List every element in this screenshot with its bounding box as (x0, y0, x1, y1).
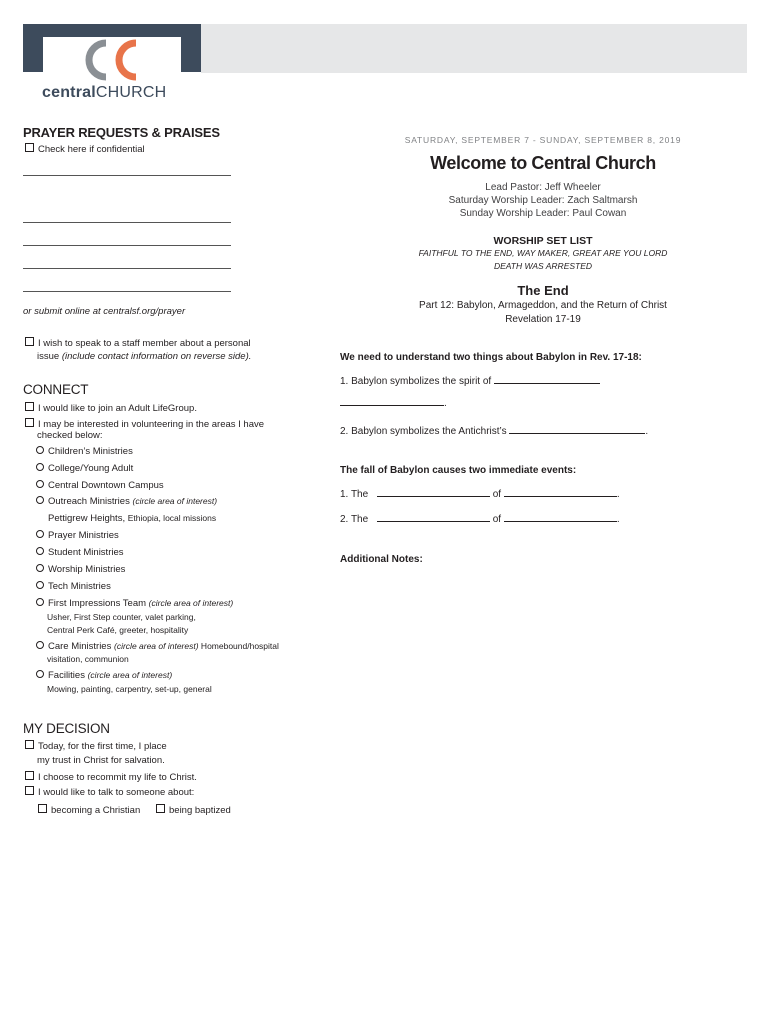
ministry-option-outreach[interactable] (36, 496, 217, 507)
header-banner (201, 24, 747, 73)
prayer-line[interactable] (23, 245, 231, 246)
event-period: . (616, 514, 620, 525)
prayer-line[interactable] (23, 268, 231, 269)
radio-circle-icon (36, 446, 44, 454)
decision-today-label-line2: my trust in Christ for salvation. (37, 755, 165, 766)
outreach-sub-a: Pettigrew Heights, (48, 513, 128, 524)
event-1 (340, 489, 620, 500)
point-1-text: 1. Babylon symbolizes the spirit of (340, 376, 494, 387)
fill-blank[interactable] (504, 521, 617, 522)
lead-pastor: Lead Pastor: Jeff Wheeler (485, 182, 601, 193)
setlist-line1: FAITHFUL TO THE END, WAY MAKER, GREAT ARE YOU LORD (418, 248, 668, 258)
radio-circle-icon (36, 598, 44, 606)
speak-label: I wish to speak to a staff member about a personal (38, 338, 251, 349)
ministry-option-prayer[interactable] (36, 530, 119, 541)
decision-talk-checkbox[interactable] (25, 786, 194, 798)
checkbox-icon (25, 337, 34, 346)
point-2-end: . (645, 426, 649, 437)
ministry-label: Student Ministries (48, 547, 124, 558)
decision-recommit-checkbox[interactable] (25, 771, 197, 783)
ministry-label: Care Ministries (48, 641, 112, 652)
ministry-option-first-impressions[interactable] (36, 598, 233, 609)
care-sub1: Homebound/hospital (198, 641, 279, 651)
point-1-end: . (444, 398, 447, 409)
ministry-option-college[interactable] (36, 463, 133, 474)
prayer-line[interactable] (23, 222, 231, 223)
connect-title: CONNECT (23, 382, 89, 397)
ministry-label: Children’s Ministries (48, 446, 133, 457)
radio-circle-icon (36, 496, 44, 504)
logo-wordmark (42, 84, 166, 102)
logo-text-central: central (42, 84, 96, 101)
ministry-label: College/Young Adult (48, 463, 134, 474)
checkbox-icon (156, 804, 165, 813)
logo-right-bar (181, 24, 201, 72)
opt-christian-label: becoming a Christian (51, 805, 141, 816)
confidential-checkbox[interactable] (25, 143, 145, 155)
saturday-leader: Saturday Worship Leader: Zach Saltmarsh (448, 195, 638, 206)
fill-blank[interactable] (494, 383, 600, 384)
decision-today-checkbox[interactable] (25, 740, 167, 752)
opt-baptized-label: being baptized (169, 805, 231, 816)
cc-logo-icon (70, 35, 160, 85)
join-lifegroup-label: I would like to join an Adult LifeGroup. (38, 403, 197, 414)
event-2 (340, 514, 620, 525)
event-period: . (616, 489, 620, 500)
sunday-leader: Sunday Worship Leader: Paul Cowan (459, 208, 627, 219)
event-1-text: 1. The (340, 489, 371, 500)
event-of: of (489, 489, 504, 500)
checkbox-icon (25, 740, 34, 749)
point-1-continued (340, 398, 447, 409)
decision-talk-label: I would like to talk to someone about: (38, 787, 195, 798)
ministry-label: Outreach Ministries (48, 496, 130, 507)
ministry-option-facilities[interactable] (36, 670, 172, 681)
confidential-label: Check here if confidential (38, 144, 145, 155)
setlist-line2: DEATH WAS ARRESTED (493, 261, 593, 271)
radio-circle-icon (36, 641, 44, 649)
care-sub2: visitation, communion (47, 654, 129, 664)
radio-circle-icon (36, 581, 44, 589)
ministry-label: Central Downtown Campus (48, 480, 164, 491)
checkbox-icon (25, 402, 34, 411)
checkbox-icon (25, 771, 34, 780)
ministry-label: Tech Ministries (48, 581, 111, 592)
opt-christian-checkbox[interactable] (38, 804, 140, 816)
outreach-sub-b: Ethiopia, local missions (127, 513, 217, 523)
first-impressions-sub1: Usher, First Step counter, valet parking, (47, 612, 196, 622)
fill-blank[interactable] (509, 433, 645, 434)
prayer-line[interactable] (23, 175, 231, 176)
checkbox-icon (25, 143, 34, 152)
decision-today-label: Today, for the first time, I place (38, 741, 167, 752)
ministry-note: (circle area of interest) (114, 641, 199, 651)
setlist-title: WORSHIP SET LIST (493, 235, 593, 247)
decision-recommit-label: I choose to recommit my life to Christ. (38, 772, 197, 783)
fill-blank[interactable] (377, 521, 490, 522)
ministry-note: (circle area of interest) (132, 496, 218, 506)
speak-issue-text: issue (37, 351, 62, 362)
logo-left-bar (23, 24, 43, 72)
ministry-option-downtown[interactable] (36, 480, 164, 491)
volunteer-checkbox[interactable] (25, 418, 264, 430)
service-date: SATURDAY, SEPTEMBER 7 - SUNDAY, SEPTEMBER 8, 2019 (404, 135, 682, 145)
prayer-title: PRAYER REQUESTS & PRAISES (23, 125, 220, 140)
understand-heading: We need to understand two things about Babylon in Rev. 17-18: (340, 352, 642, 363)
join-lifegroup-checkbox[interactable] (25, 402, 197, 414)
first-impressions-sub2: Central Perk Café, greeter, hospitality (47, 625, 189, 635)
fill-blank[interactable] (377, 496, 490, 497)
fall-heading: The fall of Babylon causes two immediate events: (340, 465, 577, 476)
fill-blank[interactable] (504, 496, 617, 497)
ministry-note: (circle area of interest) (87, 670, 173, 680)
ministry-option-tech[interactable] (36, 581, 111, 592)
radio-circle-icon (36, 547, 44, 555)
ministry-option-student[interactable] (36, 547, 124, 558)
speak-checkbox[interactable] (25, 337, 251, 349)
ministry-label: Facilities (48, 670, 85, 681)
prayer-line[interactable] (23, 291, 231, 292)
fill-blank[interactable] (340, 405, 444, 406)
checkbox-icon (38, 804, 47, 813)
checkbox-icon (25, 418, 34, 427)
sermon-title: Part 12: Babylon, Armageddon, and the Return of Christ (419, 300, 667, 311)
submit-online-text: or submit online at centralsf.org/prayer (23, 306, 186, 317)
radio-circle-icon (36, 564, 44, 572)
outreach-sub (48, 513, 216, 524)
volunteer-label: I may be interested in volunteering in the areas I have (38, 419, 265, 430)
speak-note-text: (include contact information on reverse side). (61, 351, 252, 362)
facilities-sub: Mowing, painting, carpentry, set-up, general (47, 684, 212, 694)
radio-circle-icon (36, 480, 44, 488)
ministry-option-care[interactable] (36, 641, 279, 652)
event-2-text: 2. The (340, 514, 371, 525)
checkbox-icon (25, 786, 34, 795)
welcome-title: Welcome to Central Church (430, 153, 656, 173)
ministry-option-worship[interactable] (36, 564, 125, 575)
ministry-label: Prayer Ministries (48, 530, 119, 541)
ministry-label: First Impressions Team (48, 598, 147, 609)
point-2-text: 2. Babylon symbolizes the Antichrist’s (340, 426, 510, 437)
event-of: of (489, 514, 504, 525)
logo-text-church: CHURCH (95, 84, 167, 101)
radio-circle-icon (36, 530, 44, 538)
decision-title: MY DECISION (23, 721, 110, 736)
radio-circle-icon (36, 463, 44, 471)
speak-label-line2 (37, 351, 251, 362)
sermon-reference: Revelation 17-19 (505, 314, 581, 325)
ministry-note: (circle area of interest) (148, 598, 234, 608)
additional-notes-heading: Additional Notes: (340, 554, 423, 565)
radio-circle-icon (36, 670, 44, 678)
volunteer-label-line2: checked below: (37, 430, 103, 441)
ministry-label: Worship Ministries (48, 564, 126, 575)
ministry-option-children[interactable] (36, 446, 133, 457)
opt-baptized-checkbox[interactable] (156, 804, 231, 816)
point-1 (340, 376, 600, 387)
point-2 (340, 426, 648, 437)
sermon-series: The End (517, 283, 569, 298)
